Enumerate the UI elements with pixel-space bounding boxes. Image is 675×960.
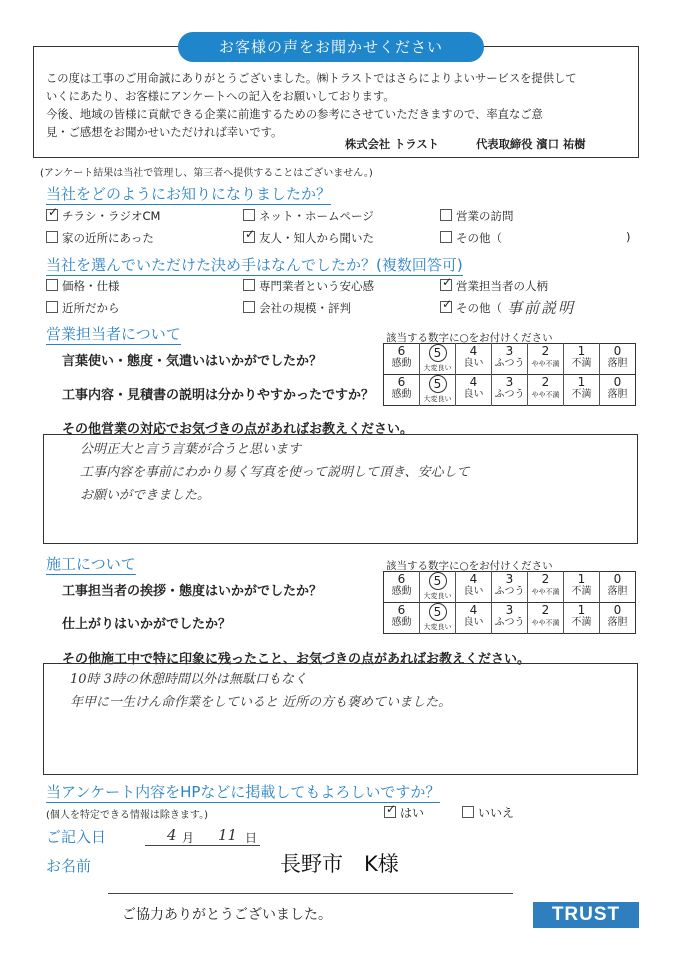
checkbox[interactable] bbox=[46, 231, 58, 243]
rating-1[interactable]: 1 不満 bbox=[564, 603, 600, 634]
check-mark-icon: ✓ bbox=[442, 297, 453, 311]
intro-line-2: いくにあたり、お客様にアンケートへの記入をお願いしております。 bbox=[46, 90, 395, 103]
closing-message: ご協力ありがとうございました。 bbox=[122, 907, 332, 923]
check-mark-icon: ✓ bbox=[245, 227, 256, 241]
trust-logo-text: TRUST bbox=[551, 904, 621, 925]
rating-2[interactable]: 2 やや不満 bbox=[528, 344, 564, 375]
name-label: お名前 bbox=[46, 857, 92, 875]
checkbox[interactable] bbox=[440, 275, 453, 291]
sales-comment-line-1: 公明正大と言う言葉が合うと思います bbox=[80, 442, 302, 457]
q1-option-visit[interactable]: 営業の訪問 bbox=[440, 208, 514, 224]
checkbox[interactable] bbox=[440, 297, 453, 313]
q2-option-nearby[interactable]: 近所だから bbox=[46, 300, 120, 316]
sales-rating-table bbox=[383, 343, 636, 406]
q2-option-reputation[interactable]: 会社の規模・評判 bbox=[243, 300, 351, 316]
checkbox[interactable] bbox=[243, 227, 256, 243]
name-value: 長野市 K様 bbox=[280, 852, 399, 876]
checkbox[interactable] bbox=[440, 231, 452, 243]
publish-yes-option[interactable]: ✓ はい bbox=[386, 802, 425, 820]
rating-3[interactable]: 3 ふつう bbox=[492, 375, 528, 406]
check-mark-icon: ✓ bbox=[48, 205, 59, 219]
privacy-note: (アンケート結果は当社で管理し、第三者へ提供することはございません。) bbox=[40, 168, 373, 179]
rating-row-construction-2 bbox=[384, 603, 636, 634]
construction-rating-table bbox=[383, 571, 636, 634]
q1-option-friend[interactable]: ✓ 友人・知人から聞いた bbox=[245, 227, 374, 245]
intro-line-1: この度は工事のご用命誠にありがとうございました。㈱トラストではさらによりよいサービスを提供して bbox=[46, 72, 577, 85]
q2-other-handwriting: 事前説明 bbox=[507, 299, 576, 317]
rating-6[interactable]: 6 感動 bbox=[391, 344, 412, 369]
name-underline bbox=[108, 893, 513, 894]
q1-label: 当社をどのようにお知りになりましたか？ bbox=[46, 185, 332, 203]
construction-question-1: 工事担当者の挨拶・態度はいかがでしたか？ bbox=[62, 584, 323, 599]
checkbox[interactable] bbox=[440, 209, 452, 221]
checkbox[interactable] bbox=[462, 806, 474, 818]
rating-0[interactable]: 0 落胆 bbox=[600, 603, 636, 634]
rating-2[interactable]: 2 やや不満 bbox=[528, 603, 564, 634]
rating-4[interactable]: 4 良い bbox=[456, 375, 492, 406]
construction-comment-line-1: 10時 3時の休憩時間以外は無駄口もなく bbox=[70, 672, 307, 687]
rating-3[interactable]: 3 ふつう bbox=[492, 572, 528, 603]
q2-option-price[interactable]: 価格・仕様 bbox=[46, 278, 120, 294]
rating-1[interactable]: 1 不満 bbox=[564, 572, 600, 603]
representative-name: 代表取締役 濱口 祐樹 bbox=[476, 138, 586, 151]
checkbox[interactable] bbox=[243, 209, 255, 221]
sales-comment-line-2: 工事内容を事前にわかり易く写真を使って説明して頂き、安心して bbox=[80, 465, 470, 480]
intro-line-3: 今後、地域の皆様に貢献できる企業に前進するための参考にさせていただきますので、率直なご意 bbox=[46, 108, 543, 121]
q1-option-flyer[interactable]: ✓ チラシ・ラジオCM bbox=[48, 205, 161, 223]
q1-option-other[interactable]: その他（ bbox=[440, 230, 502, 246]
selected-circle-icon: 5 bbox=[429, 344, 447, 362]
rating-5-selected[interactable]: 5 大変良い bbox=[420, 344, 456, 375]
company-name: 株式会社 トラスト bbox=[345, 138, 439, 151]
rating-1[interactable]: 1 不満 bbox=[564, 344, 600, 375]
selected-circle-icon: 5 bbox=[429, 572, 447, 590]
q1-option-web[interactable]: ネット・ホームページ bbox=[243, 208, 374, 224]
checkbox[interactable] bbox=[243, 301, 255, 313]
construction-rating-hint: 該当する数字に○をお付けください bbox=[386, 560, 553, 572]
publish-question: 当アンケート内容をHPなどに掲載してもよろしいですか？ bbox=[46, 783, 441, 801]
rating-row-sales-1 bbox=[384, 344, 636, 375]
q1-other-close: ) bbox=[626, 230, 631, 244]
selected-circle-icon: 5 bbox=[429, 375, 447, 393]
rating-0[interactable]: 0 落胆 bbox=[600, 572, 636, 603]
rating-3[interactable]: 3 ふつう bbox=[492, 603, 528, 634]
sales-free-label: その他営業の対応でお気づきの点があればお教えください。 bbox=[62, 422, 414, 437]
selected-circle-icon: 5 bbox=[429, 603, 447, 621]
rating-6[interactable]: 6 感動 bbox=[384, 603, 420, 634]
construction-heading: 施工について bbox=[46, 555, 136, 573]
rating-4[interactable]: 4 良い bbox=[456, 603, 492, 634]
construction-comment-line-2: 年甲に一生けん命作業をしていると 近所の方も褒めていました。 bbox=[70, 695, 452, 710]
checkbox[interactable] bbox=[46, 279, 58, 291]
rating-5-selected[interactable]: 5 大変良い bbox=[420, 375, 456, 406]
date-day-value: 11 bbox=[218, 826, 238, 844]
rating-row-sales-2 bbox=[384, 375, 636, 406]
rating-2[interactable]: 2 やや不満 bbox=[528, 375, 564, 406]
q1-option-nearby[interactable]: 家の近所にあった bbox=[46, 230, 154, 246]
sales-rating-hint: 該当する数字に○をお付けください bbox=[386, 332, 553, 344]
checkbox[interactable] bbox=[243, 279, 255, 291]
rating-5-selected[interactable]: 5 大変良い bbox=[420, 572, 456, 603]
intro-line-4: 見・ご感想をお聞かせいただければ幸いです。 bbox=[46, 126, 283, 139]
date-label: ご記入日 bbox=[46, 828, 107, 846]
rating-4[interactable]: 4 良い bbox=[456, 572, 492, 603]
rating-row-construction-1 bbox=[384, 572, 636, 603]
checkbox[interactable] bbox=[384, 802, 397, 818]
sales-question-1: 言葉使い・態度・気遣いはいかがでしたか？ bbox=[62, 354, 323, 369]
date-day-unit: 日 bbox=[245, 831, 258, 845]
date-month-unit: 月 bbox=[182, 831, 195, 845]
rating-6[interactable]: 6 感動 bbox=[391, 572, 412, 597]
checkbox[interactable] bbox=[46, 205, 59, 221]
sales-question-2: 工事内容・見積書の説明は分かりやすかったですか？ bbox=[62, 388, 375, 403]
q2-option-personality[interactable]: ✓ 営業担当者の人柄 bbox=[442, 275, 548, 293]
rating-4[interactable]: 4 良い bbox=[456, 344, 492, 375]
rating-2[interactable]: 2 やや不満 bbox=[528, 572, 564, 603]
rating-0[interactable]: 0 落胆 bbox=[600, 344, 636, 375]
sales-comment-line-3: お願いができました。 bbox=[80, 488, 211, 503]
checkbox[interactable] bbox=[46, 301, 58, 313]
date-underline bbox=[145, 845, 260, 846]
rating-3[interactable]: 3 ふつう bbox=[492, 344, 528, 375]
rating-0[interactable]: 0 落胆 bbox=[600, 375, 636, 406]
check-mark-icon: ✓ bbox=[386, 802, 397, 816]
sales-heading: 営業担当者について bbox=[46, 325, 181, 343]
q2-label: 当社を選んでいただけた決め手はなんでしたか？(複数回答可) bbox=[46, 256, 463, 274]
construction-free-label: その他施工中で特に印象に残ったこと、お気づきの点があればお教えください。 bbox=[62, 652, 531, 667]
intro-text bbox=[46, 70, 626, 142]
construction-question-2: 仕上がりはいかがでしたか？ bbox=[62, 617, 232, 632]
date-month-value: 4 bbox=[167, 826, 177, 844]
rating-6[interactable]: 6 感動 bbox=[384, 375, 420, 406]
check-mark-icon: ✓ bbox=[442, 275, 453, 289]
rating-1[interactable]: 1 不満 bbox=[564, 375, 600, 406]
publish-note: (個人を特定できる情報は除きます。) bbox=[46, 810, 209, 821]
page-title: お客様の声をお聞かせください bbox=[178, 32, 484, 62]
rating-5-selected[interactable]: 5 大変良い bbox=[420, 603, 456, 634]
q2-option-other[interactable]: ✓ その他（ bbox=[442, 297, 502, 315]
publish-no-option[interactable]: いいえ bbox=[462, 804, 514, 821]
q2-option-specialist[interactable]: 専門業者という安心感 bbox=[243, 278, 374, 294]
